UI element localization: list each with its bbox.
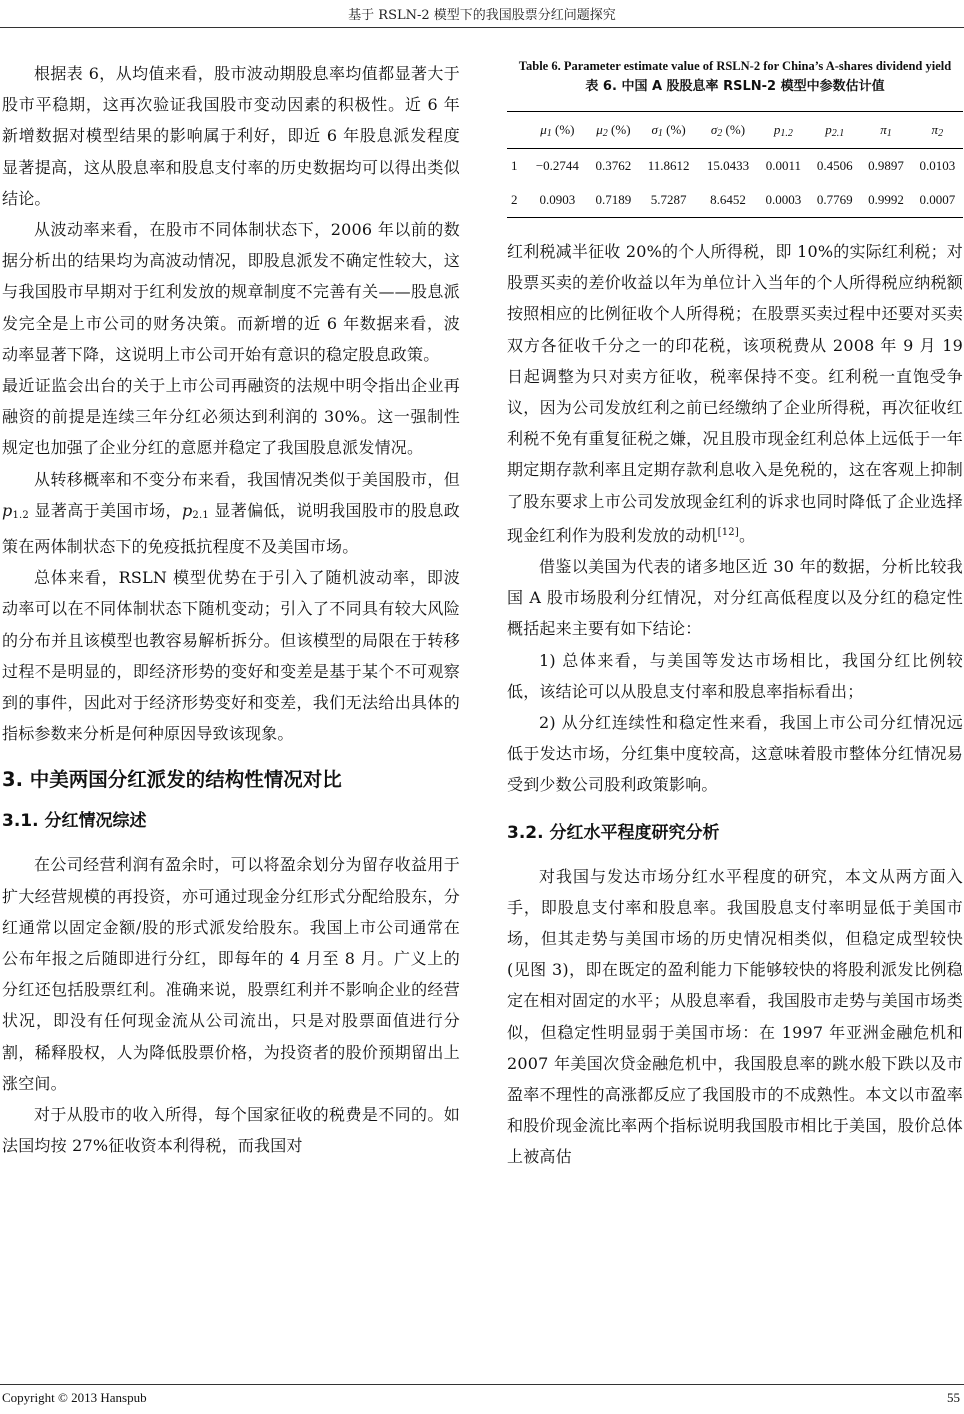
text-span: 从转移概率和不变分布来看，我国情况类似于美国股市，但 [34, 469, 460, 489]
table-cell: 0.0103 [919, 158, 956, 173]
table-cell: 0.4506 [816, 158, 853, 173]
table-header-cell [507, 112, 527, 149]
table-row [507, 183, 963, 218]
page-number: 55 [947, 1390, 960, 1405]
text-span: 。 [738, 525, 756, 545]
paragraph: 对于从股市的收入所得，每个国家征收的税费是不同的。如法国均按 27%征收资本利得税，而我国对 [2, 1105, 460, 1156]
text-span: 显著高于美国市场， [28, 500, 182, 520]
table-header-cell [912, 112, 963, 149]
table-caption-en: Table 6. Parameter estimate value of RSLN-2 for China’s A-shares dividend yield [518, 59, 952, 73]
table-cell: 1 [511, 158, 518, 173]
table-header-row [507, 112, 963, 149]
header-subscript: 1 [657, 127, 663, 139]
table-cell: 0.0011 [765, 158, 802, 173]
section-heading: 3. 中美两国分红派发的结构性情况对比 [2, 768, 342, 792]
table-header-cell [527, 112, 588, 149]
table-header-cell [698, 112, 758, 149]
header-subscript: 2 [717, 127, 723, 139]
table-cell: 0.0903 [539, 192, 576, 207]
paragraph: 在公司经营利润有盈余时，可以将盈余划分为留存收益用于扩大经营规模的再投资，亦可通过现金分红形式分配给股东，分红通常以固定金额/股的形式派发给股东。我国上市公司通常在公布年报之后随即进行分红，即每年的 4 月至 8 月。广义上的分红还包括股票红利。准确来说，股票红利并不影响企业的经营状况，即没有任何现金流从公司流出，只是对股票面值进行分割，稀释股权，人为降低股票价格，为投资者的股价预期留出上涨空间。 [2, 855, 460, 1093]
table-cell: 0.7769 [816, 192, 853, 207]
table-header-cell [758, 112, 809, 149]
header-subscript: 1 [546, 127, 552, 139]
table-cell: 2 [511, 192, 518, 207]
paragraph [2, 464, 460, 563]
paragraph: 总体来看，RSLN 模型优势在于引入了随机波动率，即波动率可以在不同体制状态下随机变动；引入了不同具有较大风险的分布并且该模型也教容易解析拆分。但该模型的局限在于转移过程不是明显的，即经济形势的变好和变差是基于某个不可观察到的事件，因此对于经济形势变好和变差，我们无法给出具体的指标参数来分析是何种原因导致该现象。 [2, 568, 460, 744]
table-cell: 0.0007 [919, 192, 956, 207]
table-cell: 5.7287 [650, 192, 687, 207]
math-symbol: p [2, 500, 13, 520]
citation: [12] [717, 526, 739, 538]
paragraph: 最近证监会出台的关于上市公司再融资的法规中明令指出企业再融资的前提是连续三年分红必须达到利润的 30%。这一强制性规定也加强了企业分红的意愿并稳定了我国股息派发情况。 [2, 376, 460, 458]
left-column [2, 58, 460, 1162]
copyright-notice: Copyright © 2013 Hanspub [2, 1390, 147, 1405]
math-subscript: 2.1 [192, 509, 209, 521]
parameter-table [507, 111, 963, 218]
table-header-cell [860, 112, 911, 149]
header-symbol: σ [651, 121, 658, 137]
header-symbol: μ [596, 121, 603, 137]
table-cell: 0.0003 [765, 192, 802, 207]
list-item: 1) 总体来看，与美国等发达市场相比，我国分红比例较低，该结论可以从股息支付率和股息率指标看出； [507, 650, 963, 701]
header-subscript: 1 [886, 127, 892, 139]
header-symbol: μ [540, 121, 547, 137]
header-symbol: p [825, 121, 832, 137]
header-rule [0, 27, 964, 28]
table-header-cell [639, 112, 698, 149]
subsection-heading: 3.1. 分红情况综述 [2, 811, 147, 832]
table-header-cell [588, 112, 639, 149]
footer-rule [0, 1384, 964, 1385]
table-cell: 15.0433 [706, 158, 750, 173]
math-subscript: 1.2 [12, 509, 29, 521]
text-span: 显著偏低，说明我国股市的股息政策在两体制状态下的免疫抵抗程度不及美国市场。 [2, 500, 460, 557]
table-cell: 8.6452 [710, 192, 746, 207]
paragraph: 从波动率来看，在股市不同体制状态下，2006 年以前的数据分析出的结果均为高波动情况，即股息派发不确定性较大，这与我国股市早期对于红利发放的规章制度不完善有关——股息派发完全是上市公司的财务决策。而新增的近 6 年数据来看，波动率显著下降，这说明上市公司开始有意识的稳定股息政策。 [2, 220, 460, 364]
header-unit: (%) [551, 121, 575, 137]
table-cell: −0.2744 [535, 158, 579, 173]
paragraph: 对我国与发达市场分红水平程度的研究，本文从两方面入手，即股息支付率和股息率。我国股息支付率明显低于美国市场，但其走势与美国市场的历史情况相类似，但稳定成型较快(见图 3)，即在既定的盈利能力下能够较快的将股利派发比例稳定在相对固定的水平；从股息率看，我国股市走势与美国市场类似，但稳定性明显弱于美国市场：在 1997 年亚洲金融危机和 2007 年美国次贷金融危机中，我国股息率的跳水般下跌以及市盈率不理性的高涨都反应了我国股市的不成熟性。本文以市盈率和股价现金流比率两个指标说明我国股市相比于美国，股价总体上被高估 [507, 866, 963, 1167]
table-header-cell [809, 112, 860, 149]
header-subscript: 2 [602, 127, 608, 139]
header-subscript: 2 [938, 127, 944, 139]
header-unit: (%) [722, 121, 746, 137]
header-symbol: σ [710, 121, 718, 137]
header-unit: (%) [607, 121, 631, 137]
running-header: 基于 RSLN-2 模型下的我国股票分红问题探究 [348, 8, 616, 23]
header-unit: (%) [662, 121, 686, 137]
text-span: 红利税减半征收 20%的个人所得税，即 10%的实际红利税；对股票买卖的差价收益以年为单位计入当年的个人所得税应纳税额按照相应的比例征收个人所得税；在股票买卖过程中还要对买卖双方各征收千分之一的印花税，该项税费从 2008 年 9 月 19 日起调整为只对卖方征收，税率保持不变。红利税一直饱受争议，因为公司发放红利之前已经缴纳了企业所得税，再次征收红利税不免有重复征税之嫌，况且股市现金红利总体上远低于一年期定期存款利率且定期存款利息收入是免税的，这在客观上抑制了股东要求上市公司发放现金红利的诉求也同时降低了企业选择现金红利作为股利发放的动机 [507, 242, 963, 545]
table-caption-cn: 表 6. 中国 A 股股息率 RSLN-2 模型中参数估计值 [585, 79, 885, 94]
header-symbol: π [880, 121, 887, 137]
header-symbol: p [773, 121, 781, 137]
header-subscript: 1.2 [780, 127, 793, 139]
table-cell: 0.9897 [868, 158, 904, 173]
header-symbol: π [931, 121, 939, 137]
table-cell: 0.3762 [595, 158, 632, 173]
math-symbol: p [181, 500, 193, 520]
paragraph: 借鉴以美国为代表的诸多地区近 30 年的数据，分析比较我国 A 股市场股利分红情况，对分红高低程度以及分红的稳定性概括起来主要有如下结论： [507, 557, 963, 639]
list-item: 2) 从分红连续性和稳定性来看，我国上市公司分红情况远低于发达市场，分红集中度较高，这意味着股市整体分红情况易受到少数公司股利政策影响。 [507, 713, 963, 795]
paragraph [507, 236, 963, 551]
table-cell: 0.9992 [868, 192, 904, 207]
header-subscript: 2.1 [831, 127, 845, 139]
subsection-heading: 3.2. 分红水平程度研究分析 [507, 822, 720, 843]
right-column [507, 58, 963, 1173]
paragraph: 根据表 6，从均值来看，股市波动期股息率均值都显著大于股市平稳期，这再次验证我国股市变动因素的积极性。近 6 年新增数据对模型结果的影响属于利好，即近 6 年股息派发程度显著提高，这从股息率和股息支付率的历史数据均可以得出类似结论。 [2, 64, 460, 208]
table-cell: 11.8612 [647, 158, 690, 173]
table-cell: 0.7189 [595, 192, 632, 207]
table-row [507, 149, 963, 184]
